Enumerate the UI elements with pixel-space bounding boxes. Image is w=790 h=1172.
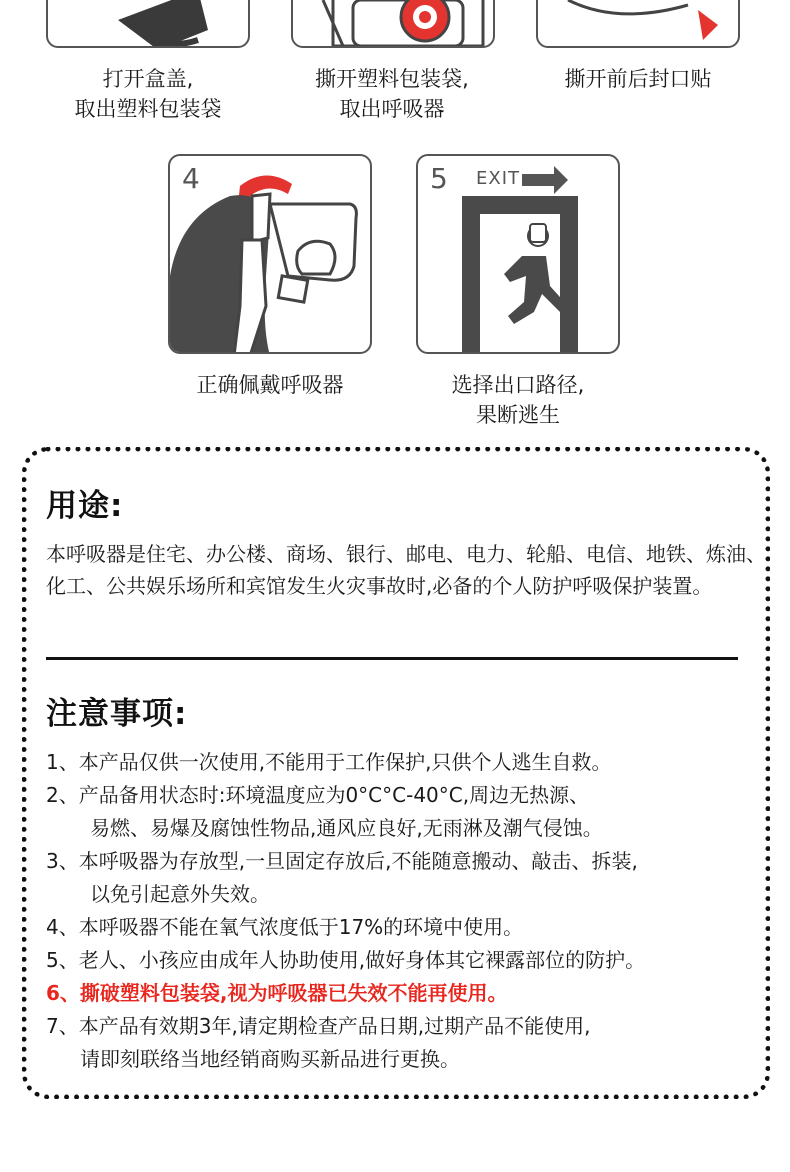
step-5-illustration: [416, 154, 620, 354]
notes-title: 注意事项:: [46, 696, 188, 732]
exit-sign-label: EXIT: [476, 168, 521, 189]
notes-list: [46, 746, 776, 1076]
step-5-caption: 选择出口路径, 果断逃生: [451, 373, 585, 427]
step-2-illustration: [291, 0, 495, 48]
step-3-caption: 撕开前后封口贴: [564, 67, 712, 91]
step-1-caption: 打开盒盖, 取出塑料包装袋: [74, 67, 222, 121]
step-4-illustration: [168, 154, 372, 354]
note-item-5: 5、老人、小孩应由成年人协助使用,做好身体其它裸露部位的防护。: [46, 948, 646, 972]
step-1-illustration: [46, 0, 250, 48]
note-item-1: 1、本产品仅供一次使用,不能用于工作保护,只供个人逃生自救。: [46, 750, 612, 774]
step-5-number: 5: [430, 162, 448, 195]
usage-body: 本呼吸器是住宅、办公楼、商场、银行、邮电、电力、轮船、电信、地铁、炼油、化工、公共娱乐场所和宾馆发生火灾事故时,必备的个人防护呼吸保护装置。: [46, 542, 766, 598]
note-item-3: 3、本呼吸器为存放型,一旦固定存放后,不能随意搬动、敲击、拆装, 以免引起意外失效。: [46, 849, 638, 906]
section-divider: [46, 657, 738, 660]
usage-title: 用途:: [46, 488, 124, 524]
step-4-caption: 正确佩戴呼吸器: [196, 373, 344, 397]
note-item-7: 7、本产品有效期3年,请定期检查产品日期,过期产品不能使用, 请即刻联络当地经销商购买新品进行更换。: [46, 1014, 591, 1071]
note-item-2: 2、产品备用状态时:环境温度应为0°C°C-40°C,周边无热源、 易燃、易爆及腐蚀性物品,通风应良好,无雨淋及潮气侵蚀。: [46, 783, 603, 840]
step-2-caption: 撕开塑料包装袋, 取出呼吸器: [315, 67, 469, 121]
note-item-4: 4、本呼吸器不能在氧气浓度低于17%的环境中使用。: [46, 915, 524, 939]
note-item-6-warning: 6、撕破塑料包装袋,视为呼吸器已失效不能再使用。: [46, 981, 508, 1005]
step-4-number: 4: [182, 162, 200, 195]
step-3-illustration: [536, 0, 740, 48]
